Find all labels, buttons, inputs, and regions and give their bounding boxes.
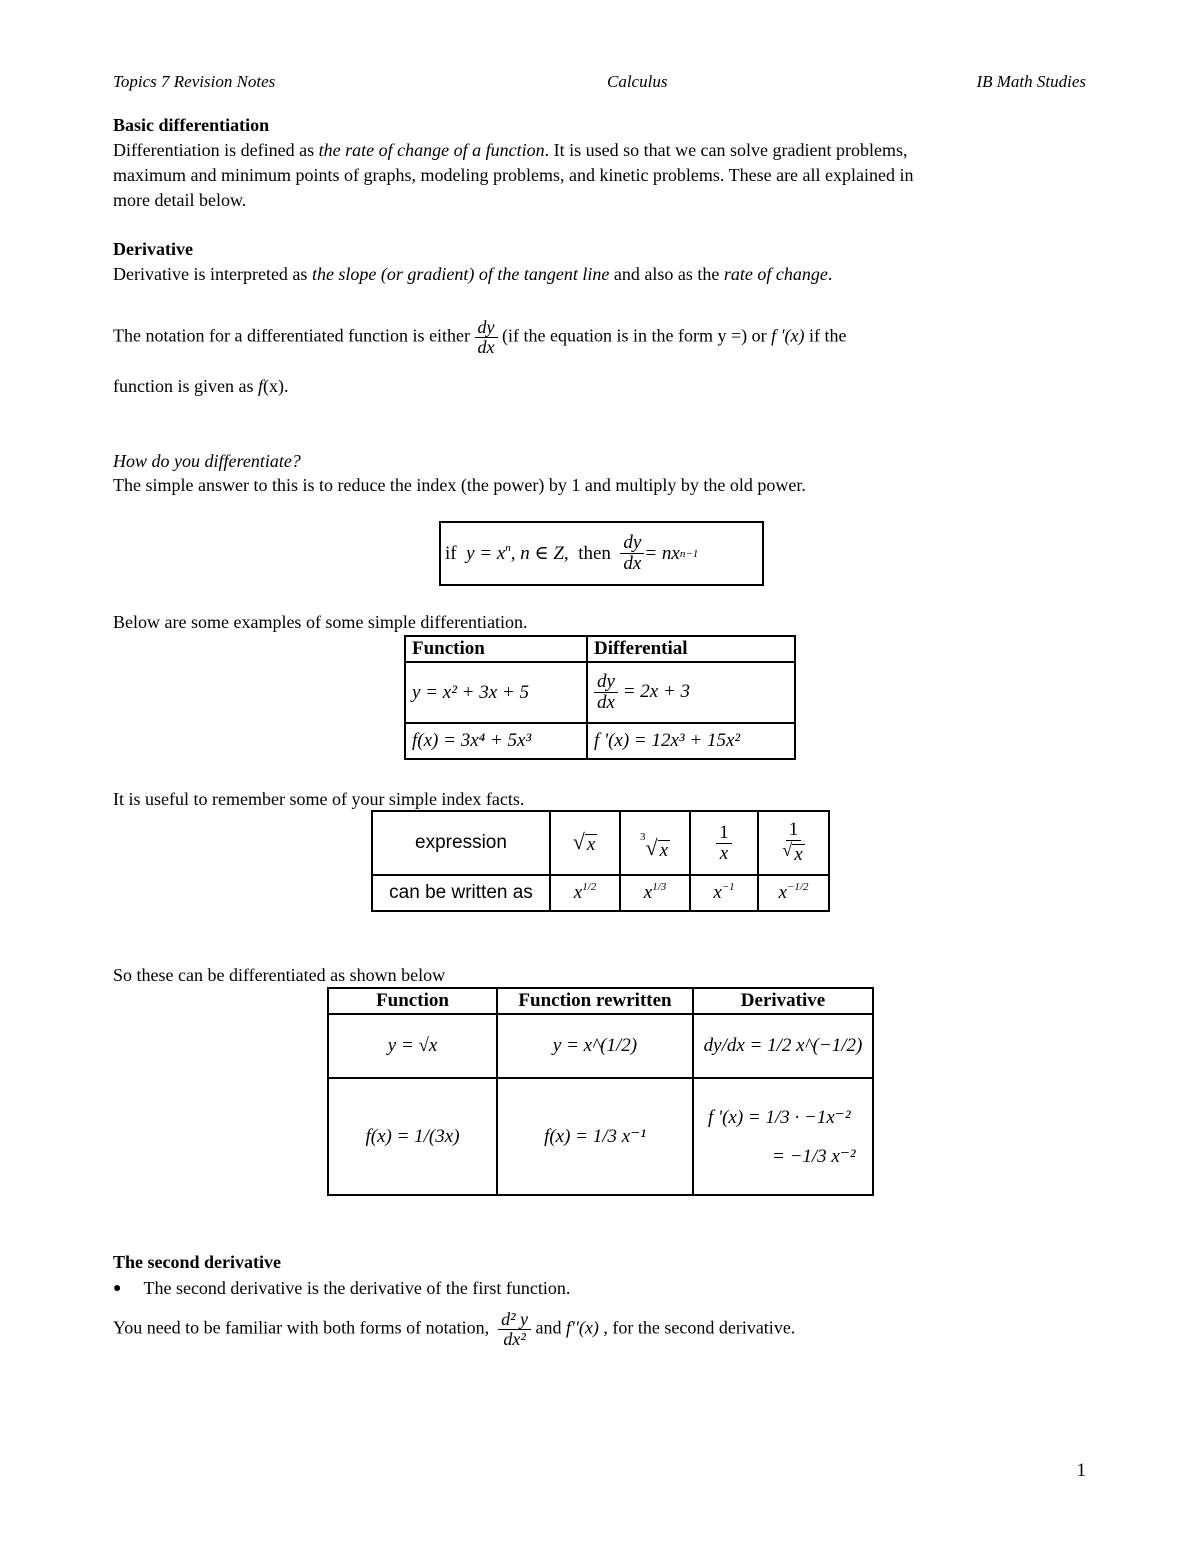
heading-derivative: Derivative: [113, 239, 193, 259]
header-center: Calculus: [607, 72, 668, 91]
table-cell: $x^{1/2}$: [550, 875, 620, 911]
table-cell: 1 √ x: [758, 811, 829, 875]
table-cell: f '(x) = 12x³ + 15x²: [587, 723, 795, 759]
power-rule-box: if $y = x^n$ , n ∈ Z, then $\frac{dy}{dx}$ = nx n−1: [439, 521, 764, 586]
table-cell: $x^{-1}$: [690, 875, 758, 911]
table-cell: can be written as: [372, 875, 550, 911]
paragraph-line: maximum and minimum points of graphs, modeling problems, and kinetic problems. These are all explained in: [113, 165, 914, 185]
table-cell: f '(x) = 1/3 · −1x⁻² = −1/3 x⁻²: [693, 1078, 873, 1195]
table-header: Function: [405, 636, 587, 662]
index-facts-table: [371, 810, 830, 912]
page-number: 1: [1076, 1460, 1086, 1481]
paragraph-line: Differentiation is defined as the rate of change of a function. It is used so that we can solve gradient problems,: [113, 140, 908, 160]
header-left: Topics 7 Revision Notes: [113, 72, 276, 91]
table-cell: 3 √ x: [620, 811, 690, 875]
question-heading: How do you differentiate?: [113, 451, 301, 471]
table1-intro: Below are some examples of some simple differentiation.: [113, 612, 528, 632]
table-header: Function rewritten: [497, 988, 693, 1014]
table-cell: f(x) = 3x⁴ + 5x³: [405, 723, 587, 759]
dy-dx-fraction: $\frac{dy}{dx}$: [475, 318, 498, 357]
examples-table: [404, 635, 796, 760]
notation-line: You need to be familiar with both forms of notation, $\frac{\text{d² y}}{\text{dx²}}$ and f′′(x) , for the second derivative.: [113, 1309, 796, 1349]
table-cell: dy/dx = 1/2 x^(−1/2): [693, 1014, 873, 1078]
heading-second-derivative: The second derivative: [113, 1252, 281, 1272]
paragraph-line: The simple answer to this is to reduce the index (the power) by 1 and multiply by the old power.: [113, 475, 806, 495]
notation-line: The notation for a differentiated function is either $\frac{dy}{dx}$ (if the equation is in the form y =) or f '(x) if the: [113, 317, 847, 357]
bullet-item: ● The second derivative is the derivative of the first function.: [113, 1278, 571, 1298]
table-cell: f(x) = 1/3 x⁻¹: [497, 1078, 693, 1195]
paragraph-line: more detail below.: [113, 190, 247, 210]
header-right: IB Math Studies: [976, 72, 1086, 91]
rewritten-derivatives-table: [327, 987, 874, 1196]
table-cell: $\frac{1}{x}$: [690, 811, 758, 875]
paragraph-line: function is given as f(x).: [113, 376, 289, 396]
paragraph-line: Derivative is interpreted as the slope (or gradient) of the tangent line and also as the rate of change.: [113, 264, 833, 284]
table-header: Differential: [587, 636, 795, 662]
table-cell: y = x² + 3x + 5: [405, 662, 587, 723]
table-cell: expression: [372, 811, 550, 875]
table-cell: $x^{-1/2}$: [758, 875, 829, 911]
table-cell: $\frac{dy}{dx}$ = 2x + 3: [587, 662, 795, 723]
table2-intro: It is useful to remember some of your simple index facts.: [113, 789, 525, 809]
table-header: Derivative: [693, 988, 873, 1014]
table-cell: y = √x: [328, 1014, 497, 1078]
heading-basic-differentiation: Basic differentiation: [113, 115, 270, 135]
table-cell: $x^{1/3}$: [620, 875, 690, 911]
table-header: Function: [328, 988, 497, 1014]
table-cell: y = x^(1/2): [497, 1014, 693, 1078]
table-cell: f(x) = 1/(3x): [328, 1078, 497, 1195]
table3-intro: So these can be differentiated as shown below: [113, 965, 446, 985]
table-cell: √ x: [550, 811, 620, 875]
